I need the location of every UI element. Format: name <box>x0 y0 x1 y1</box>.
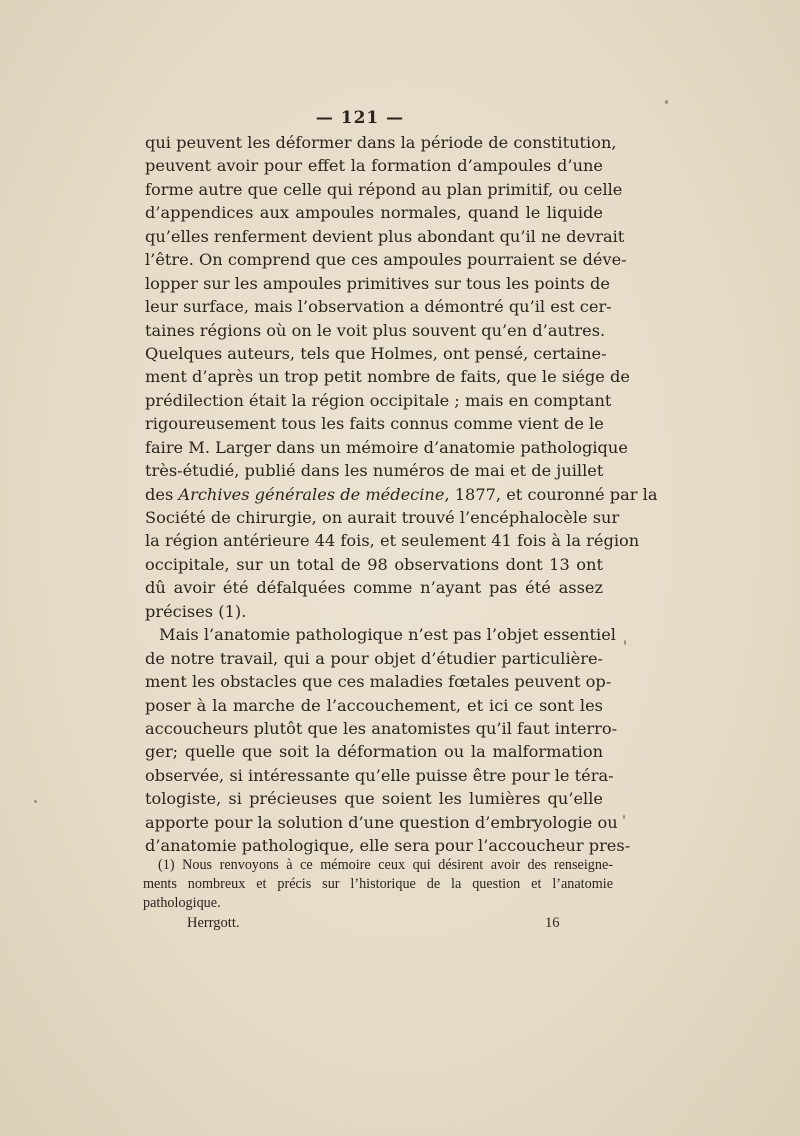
body-line: occipitale, sur un total de 98 observations dont 13 ont <box>145 554 603 574</box>
footnote <box>143 856 613 913</box>
body-line: Quelques auteurs, tels que Holmes, ont pensé, certaine- <box>145 343 607 363</box>
body-line: d’anatomie pathologique, elle sera pour l’accoucheur pres- <box>145 836 631 856</box>
author-signature: Herrgott. <box>187 915 240 931</box>
paper-speck <box>624 640 626 645</box>
footnote-line: ments nombreux et précis sur l’historique de la question et l’anatomie <box>143 876 613 892</box>
body-line: l’être. On comprend que ces ampoules pourraient se déve- <box>145 250 627 270</box>
body-line: tologiste, si précieuses que soient les lumières qu’elle <box>145 789 603 809</box>
body-line: Mais l’anatomie pathologique n’est pas l’objet essentiel <box>159 625 616 645</box>
body-line: qui peuvent les déformer dans la période de constitution, <box>145 133 617 152</box>
body-line: de notre travail, qui a pour objet d’étudier particulière- <box>145 648 603 668</box>
body-line: la région antérieure 44 fois, et seulement 41 fois à la région <box>145 531 640 551</box>
body-line: faire M. Larger dans un mémoire d’anatomie pathologique <box>145 437 628 457</box>
page-number: — 121 — <box>315 108 405 128</box>
body-text <box>145 131 658 858</box>
paper-speck <box>665 100 668 104</box>
body-line-text: des <box>145 484 179 504</box>
body-line: lopper sur les ampoules primitives sur tous les points de <box>145 273 610 293</box>
body-line: d’appendices aux ampoules normales, quand le liquide <box>145 203 603 223</box>
body-line: précises (1). <box>145 601 247 621</box>
body-line: observée, si intéressante qu’elle puisse être pour le téra- <box>145 765 614 785</box>
body-line: poser à la marche de l’accouchement, et ici ce sont les <box>145 695 603 715</box>
body-line: ment d’après un trop petit nombre de faits, que le siége de <box>145 367 630 387</box>
body-line: leur surface, mais l’observation a démontré qu’il est cer- <box>145 297 612 317</box>
body-line: taines régions où on le voit plus souvent qu’en d’autres. <box>145 320 606 340</box>
body-line <box>145 483 658 506</box>
body-line: rigoureusement tous les faits connus comme vient de le <box>145 414 604 434</box>
body-line: accoucheurs plutôt que les anatomistes qu’il faut interro- <box>145 718 618 738</box>
sheet-signature-number: 16 <box>545 915 560 931</box>
body-line: qu’elles renferment devient plus abondant qu’il ne devrait <box>145 226 625 246</box>
body-line-text: , 1877, et couronné par la <box>444 484 658 504</box>
body-line: peuvent avoir pour effet la formation d’ampoules d’une <box>145 156 603 176</box>
body-line: dû avoir été défalquées comme n’ayant pas été assez <box>145 578 603 598</box>
body-line: ger; quelle que soit la déformation ou la malformation <box>145 742 603 762</box>
journal-title-italic: Archives générales de médecine <box>178 484 445 504</box>
paper-speck <box>623 815 625 819</box>
footnote-line: pathologique. <box>143 895 221 911</box>
body-line: apporte pour la solution d’une question d’embryologie ou <box>145 812 618 832</box>
footnote-line: (1) Nous renvoyons à ce mémoire ceux qui désirent avoir des renseigne- <box>158 857 613 873</box>
body-line: prédilection était la région occipitale ; mais en comptant <box>145 390 612 410</box>
body-line: ment les obstacles que ces maladies fœtales peuvent op- <box>145 672 612 692</box>
paper-speck <box>34 800 37 803</box>
body-line: très-étudié, publié dans les numéros de mai et de juillet <box>145 461 604 481</box>
body-line: Société de chirurgie, on aurait trouvé l’encéphalocèle sur <box>145 508 620 527</box>
body-line: forme autre que celle qui répond au plan primitif, ou celle <box>145 179 623 199</box>
